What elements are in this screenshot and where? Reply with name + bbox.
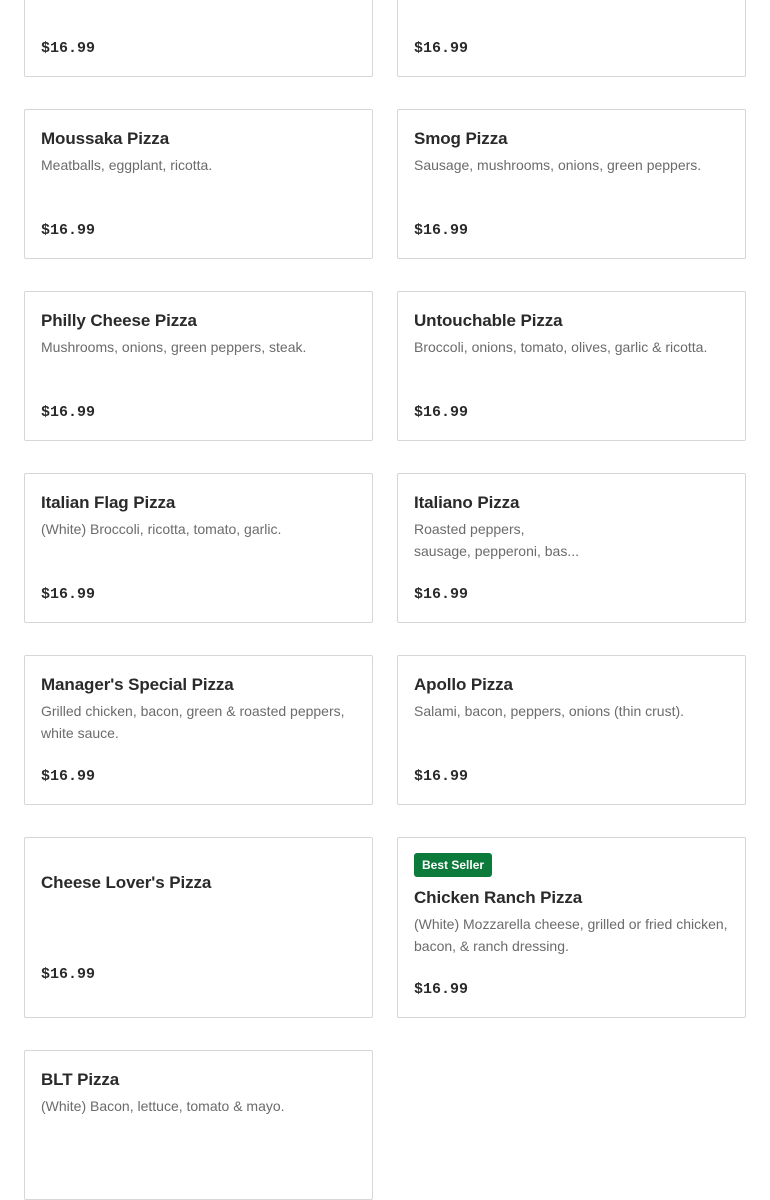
menu-item-card[interactable] [24, 837, 373, 1018]
item-price: $16.99 [414, 222, 469, 239]
item-price: $16.99 [41, 966, 96, 983]
item-name: Philly Cheese Pizza [41, 311, 197, 330]
item-description: (White) Broccoli, ricotta, tomato, garlic. [41, 521, 282, 537]
item-price: $16.99 [41, 768, 96, 785]
menu-item-card[interactable] [397, 109, 746, 259]
item-name: BLT Pizza [41, 1070, 120, 1089]
item-price: $16.99 [414, 40, 469, 57]
menu-item-card[interactable] [397, 0, 746, 77]
menu-item-card[interactable] [24, 109, 373, 259]
item-name: Smog Pizza [414, 129, 508, 148]
item-price: $16.99 [41, 40, 96, 57]
item-name: Italian Flag Pizza [41, 493, 176, 512]
item-name: Untouchable Pizza [414, 311, 563, 330]
item-description: Salami, bacon, peppers, onions (thin crust). [414, 703, 685, 719]
menu-item-card[interactable] [397, 837, 746, 1018]
item-name: Apollo Pizza [414, 675, 513, 694]
item-price: $16.99 [414, 586, 469, 603]
menu-item-card[interactable] [24, 0, 373, 77]
item-description: (White) Bacon, lettuce, tomato & mayo. [41, 1098, 285, 1114]
best-seller-badge: Best Seller [414, 853, 492, 877]
item-price: $16.99 [41, 404, 96, 421]
item-name: Chicken Ranch Pizza [414, 888, 583, 907]
item-price: $16.99 [41, 586, 96, 603]
item-price: $16.99 [41, 222, 96, 239]
item-name: Italiano Pizza [414, 493, 520, 512]
menu-item-card[interactable] [24, 1050, 373, 1200]
menu-item-card[interactable] [397, 291, 746, 441]
item-name: Moussaka Pizza [41, 129, 170, 148]
item-price: $16.99 [414, 768, 469, 785]
item-price: $16.99 [414, 404, 469, 421]
menu-item-card[interactable] [397, 655, 746, 805]
item-description: Roasted peppers, sausage, pepperoni, bas... [414, 521, 580, 559]
item-description: (White) Mozzarella cheese, grilled or fried chicken, bacon, & ranch dressing. [414, 916, 728, 954]
item-description: Meatballs, eggplant, ricotta. [41, 157, 213, 173]
item-price: $16.99 [414, 981, 469, 998]
menu-item-card[interactable] [24, 473, 373, 623]
item-name: Cheese Lover's Pizza [41, 873, 212, 892]
item-description: Mushrooms, onions, green peppers, steak. [41, 339, 307, 355]
menu-item-card[interactable] [24, 655, 373, 805]
item-name: Manager's Special Pizza [41, 675, 234, 694]
menu-item-card[interactable] [24, 291, 373, 441]
menu-item-card[interactable] [397, 473, 746, 623]
item-description: Grilled chicken, bacon, green & roasted peppers, white sauce. [41, 703, 345, 741]
item-description: Sausage, mushrooms, onions, green peppers. [414, 157, 702, 173]
item-description: Broccoli, onions, tomato, olives, garlic & ricotta. [414, 339, 708, 355]
